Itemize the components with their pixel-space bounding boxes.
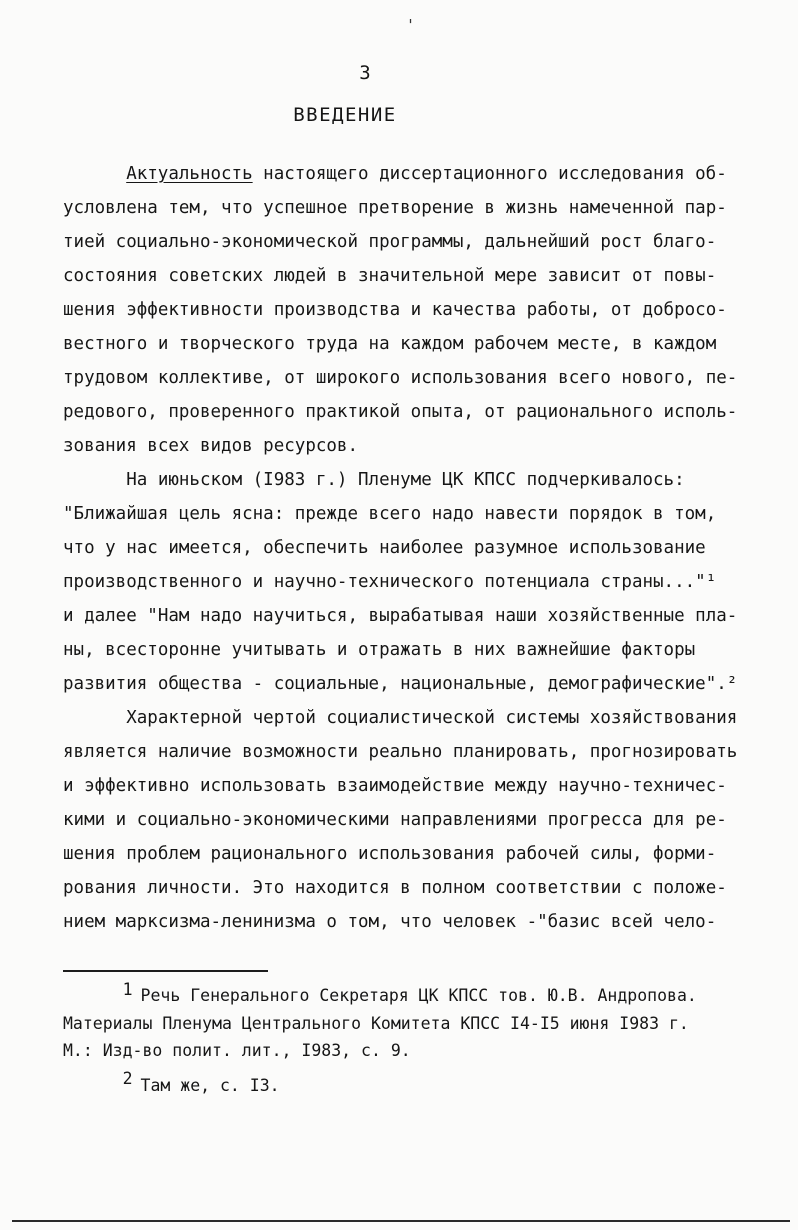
text-line: производственного и научно-технического потенциала страны..."¹ [63,572,717,592]
scan-artifact-line [12,1220,790,1222]
scan-artifact-mark: ' [406,16,416,34]
footnote-1-first-line [63,979,697,1010]
text-line: и далее "Нам надо научиться, вырабатывая наши хозяйственные пла- [63,606,738,626]
text-line: шения проблем рационального использования рабочей силы, форми- [63,844,717,864]
paragraph-1-first-line-rest: настоящего диссертационного исследования об- [252,164,727,184]
text-line: М.: Изд-во полит. лит., I983, с. 9. [63,1041,411,1060]
footnote-1-lines [63,1010,697,1065]
footnote-2-line [63,1069,697,1100]
section-heading: ВВЕДЕНИЕ [293,104,397,126]
text-line: условлена тем, что успешное претворение в жизнь намеченной пар- [63,198,727,218]
text-line: шения эффективности производства и качества работы, от добросо- [63,300,727,320]
paragraph-1 [63,191,737,463]
text-line: ны, всесторонне учитывать и отражать в них важнейшие факторы [63,640,696,660]
text-line: редового, проверенного практикой опыта, от рационального исполь- [63,402,738,422]
text-line: кими и социально-экономическими направлениями прогресса для ре- [63,810,727,830]
paragraph-3 [63,701,737,939]
footnote-2-marker: 2 [122,1069,133,1089]
paragraph-2 [63,463,737,701]
text-line: зования всех видов ресурсов. [63,436,359,456]
footnote-separator [63,970,268,972]
text-line: состояния советских людей в значительной мере зависит от повы- [63,266,717,286]
footnote-1-text: Речь Генерального Секретаря ЦК КПСС тов. Ю.В. Андропова. [140,986,697,1005]
text-line: и эффективно использовать взаимодействие между научно-техничес- [63,776,727,796]
text-line: тией социально-экономической программы, дальнейший рост благо- [63,232,717,252]
text-line: Характерной чертой социалистической системы хозяйствования [63,708,738,728]
page-number: 3 [359,62,371,84]
text-line: что у нас имеется, обеспечить наиболее разумное использование [63,538,706,558]
text-line: На июньском (I983 г.) Пленуме ЦК КПСС подчеркивалось: [63,470,685,490]
text-line: рования личности. Это находится в полном соответствии с положе- [63,878,727,898]
text-line: нием марксизма-ленинизма о том, что человек -"базис всей чело- [63,912,717,932]
text-line: "Ближайшая цель ясна: прежде всего надо навести порядок в том, [63,504,717,524]
text-line: трудовом коллективе, от широкого использования всего нового, пе- [63,368,738,388]
text-line: развития общества - социальные, национальные, демографические".² [63,674,738,694]
paragraph-1-first-line [63,157,737,191]
document-body [63,157,737,939]
footnote-1-marker: 1 [122,979,133,999]
footnote-2-text: Там же, с. I3. [140,1075,280,1095]
underlined-term: Актуальность [126,164,253,184]
text-line: Материалы Пленума Центрального Комитета КПСС I4-I5 июня I983 г. [63,1013,689,1033]
text-line: является наличие возможности реально планировать, прогнозировать [63,742,738,762]
footnotes-section [63,964,697,1099]
text-line: вестного и творческого труда на каждом рабочем месте, в каждом [63,334,717,354]
